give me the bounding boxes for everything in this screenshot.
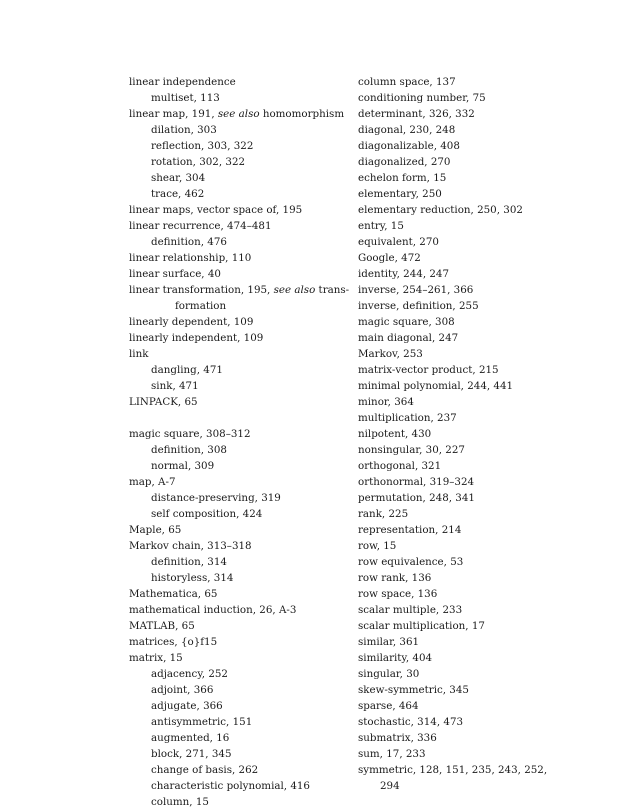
index-entry: sparse, 464 — [358, 700, 419, 712]
index-entry: row equivalence, 53 — [358, 556, 464, 568]
index-subentry: dangling, 471 — [151, 364, 223, 376]
index-entry-continuation: 294 — [380, 780, 400, 792]
index-entry: linearly dependent, 109 — [129, 316, 254, 328]
index-entry: multiplication, 237 — [358, 412, 457, 424]
index-subentry: definition, 476 — [151, 236, 227, 248]
index-entry: determinant, 326, 332 — [358, 108, 475, 120]
index-subentry: multiset, 113 — [151, 92, 220, 104]
index-entry: stochastic, 314, 473 — [358, 716, 464, 728]
index-entry: orthogonal, 321 — [358, 460, 442, 472]
index-entry: elementary reduction, 250, 302 — [358, 204, 523, 216]
index-entry: matrix, 15 — [129, 652, 183, 664]
index-entry: diagonalizable, 408 — [358, 140, 460, 152]
index-entry: column space, 137 — [358, 76, 456, 88]
index-entry: linear recurrence, 474–481 — [129, 220, 272, 232]
index-subentry: historyless, 314 — [151, 572, 234, 584]
index-entry-continuation: formation — [175, 300, 227, 312]
entry-text-part: linear map, 191, — [129, 108, 218, 120]
index-entry: LINPACK, 65 — [129, 396, 198, 408]
index-entry: rank, 225 — [358, 508, 409, 520]
index-entry: Maple, 65 — [129, 524, 182, 536]
index-entry: diagonalized, 270 — [358, 156, 451, 168]
index-entry: minor, 364 — [358, 396, 414, 408]
index-subentry: change of basis, 262 — [151, 764, 259, 776]
index-entry: main diagonal, 247 — [358, 332, 459, 344]
index-subentry: augmented, 16 — [151, 732, 230, 744]
entry-text-part: trans- — [315, 284, 350, 296]
index-subentry: distance-preserving, 319 — [151, 492, 281, 504]
index-subentry: rotation, 302, 322 — [151, 156, 246, 168]
index-entry: Markov, 253 — [358, 348, 423, 360]
index-entry: representation, 214 — [358, 524, 462, 536]
index-subentry: adjoint, 366 — [151, 684, 214, 696]
index-subentry: column, 15 — [151, 796, 209, 808]
index-subentry: reflection, 303, 322 — [151, 140, 254, 152]
index-entry: scalar multiple, 233 — [358, 604, 463, 616]
index-entry: linear independence — [129, 76, 236, 88]
index-entry: linear maps, vector space of, 195 — [129, 204, 303, 216]
index-column-left — [129, 74, 350, 810]
index-subentry: adjacency, 252 — [151, 668, 228, 680]
index-entry: row rank, 136 — [358, 572, 432, 584]
index-entry: skew-symmetric, 345 — [358, 684, 469, 696]
index-entry: echelon form, 15 — [358, 172, 447, 184]
index-subentry: trace, 462 — [151, 188, 205, 200]
index-subentry: characteristic polynomial, 416 — [151, 780, 310, 792]
index-entry: magic square, 308–312 — [129, 428, 251, 440]
index-entry: matrices, {o}f15 — [129, 636, 218, 648]
index-entry: row space, 136 — [358, 588, 438, 600]
index-entry: symmetric, 128, 151, 235, 243, 252, — [358, 764, 548, 776]
index-entry: permutation, 248, 341 — [358, 492, 475, 504]
index-entry: linear relationship, 110 — [129, 252, 252, 264]
index-group-spacer — [129, 410, 339, 426]
index-entry: elementary, 250 — [358, 188, 442, 200]
see-also-text: see also — [217, 108, 260, 120]
index-entry: diagonal, 230, 248 — [358, 124, 456, 136]
index-entry: minimal polynomial, 244, 441 — [358, 380, 514, 392]
index-entry: row, 15 — [358, 540, 397, 552]
index-entry: nilpotent, 430 — [358, 428, 432, 440]
see-also-text: see also — [273, 284, 316, 296]
index-entry: map, A-7 — [129, 476, 176, 488]
index-entry: linearly independent, 109 — [129, 332, 264, 344]
index-entry: sum, 17, 233 — [358, 748, 426, 760]
index-subentry: shear, 304 — [151, 172, 206, 184]
index-entry: magic square, 308 — [358, 316, 455, 328]
index-entry: Markov chain, 313–318 — [129, 540, 252, 552]
index-entry — [129, 282, 350, 298]
index-entry: linear surface, 40 — [129, 268, 221, 280]
index-entry: equivalent, 270 — [358, 236, 439, 248]
index-subentry: self composition, 424 — [151, 508, 263, 520]
index-entry: entry, 15 — [358, 220, 404, 232]
index-entry: similarity, 404 — [358, 652, 433, 664]
index-entry: submatrix, 336 — [358, 732, 437, 744]
index-subentry: block, 271, 345 — [151, 748, 232, 760]
index-entry: Google, 472 — [358, 252, 421, 264]
index-entry: link — [129, 348, 149, 360]
index-subentry: adjugate, 366 — [151, 700, 223, 712]
index-entry: conditioning number, 75 — [358, 92, 486, 104]
index-entry: similar, 361 — [358, 636, 420, 648]
index-subentry: antisymmetric, 151 — [151, 716, 253, 728]
entry-text-part: homomorphism — [259, 108, 345, 120]
index-subentry: definition, 314 — [151, 556, 227, 568]
index-entry: nonsingular, 30, 227 — [358, 444, 465, 456]
index-subentry: dilation, 303 — [151, 124, 217, 136]
index-entry: orthonormal, 319–324 — [358, 476, 475, 488]
index-entry: identity, 244, 247 — [358, 268, 450, 280]
index-entry: singular, 30 — [358, 668, 420, 680]
index-entry: MATLAB, 65 — [129, 620, 195, 632]
index-entry: inverse, definition, 255 — [358, 300, 479, 312]
entry-text-part: linear transformation, 195, — [129, 284, 274, 296]
index-column-right — [358, 74, 558, 794]
index-entry: matrix-vector product, 215 — [358, 364, 499, 376]
index-entry — [129, 106, 345, 122]
index-subentry: sink, 471 — [151, 380, 199, 392]
index-entry: mathematical induction, 26, A-3 — [129, 604, 297, 616]
index-entry: scalar multiplication, 17 — [358, 620, 485, 632]
index-subentry: normal, 309 — [151, 460, 215, 472]
index-subentry: definition, 308 — [151, 444, 227, 456]
index-entry: Mathematica, 65 — [129, 588, 218, 600]
index-entry: inverse, 254–261, 366 — [358, 284, 474, 296]
